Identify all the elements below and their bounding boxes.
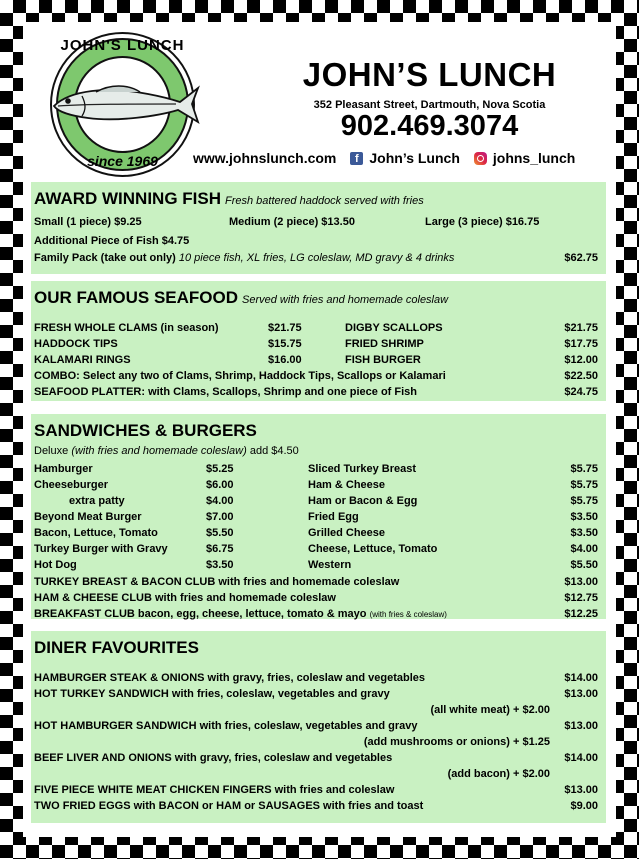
- menu-item-name: HAMBURGER STEAK & ONIONS with gravy, fries, coleslaw and vegetables: [34, 672, 425, 684]
- instagram-link[interactable]: johns_lunch: [492, 150, 576, 166]
- menu-item-price: $15.75: [268, 338, 302, 350]
- menu-item-name: HOT TURKEY SANDWICH with fries, coleslaw, vegetables and gravy: [34, 688, 390, 700]
- menu-item-price: $4.00: [570, 543, 598, 555]
- platter-item: SEAFOOD PLATTER: with Clams, Scallops, Shrimp and one piece of Fish: [34, 386, 418, 398]
- menu-item-name: Grilled Cheese: [308, 527, 386, 539]
- combo-price: $22.50: [564, 370, 598, 382]
- menu-item-price: $3.50: [206, 559, 234, 571]
- menu-item-price: $7.00: [206, 511, 234, 523]
- platter-price: $24.75: [564, 386, 598, 398]
- section-title: OUR FAMOUS SEAFOOD Served with fries and homemade coleslaw: [34, 288, 449, 307]
- menu-item-price: $4.00: [206, 495, 234, 507]
- club-item: HAM & CHEESE CLUB with fries and homemade coleslaw: [34, 592, 336, 604]
- menu-item-name: FISH BURGER: [345, 354, 421, 366]
- restaurant-name: JOHN’S LUNCH: [302, 56, 557, 93]
- menu-item-price: $5.50: [570, 559, 598, 571]
- menu-item-price: $5.75: [570, 463, 598, 475]
- section-our-famous-seafood: [31, 281, 606, 401]
- menu-item-name: FIVE PIECE WHITE MEAT CHICKEN FINGERS with fries and coleslaw: [34, 784, 395, 796]
- menu-item-price: $12.00: [564, 354, 598, 366]
- section-title: AWARD WINNING FISH Fresh battered haddock served with fries: [34, 189, 424, 208]
- menu-item-price: $3.50: [570, 527, 598, 539]
- menu-item-price: $21.75: [564, 322, 598, 334]
- menu-item-name: Bacon, Lettuce, Tomato: [34, 527, 158, 539]
- logo-top-text: JOHN'S LUNCH: [60, 37, 185, 54]
- menu-item-name: TWO FRIED EGGS with BACON or HAM or SAUSAGES with fries and toast: [34, 800, 424, 812]
- section-diner-favourites: [31, 631, 606, 823]
- facebook-link[interactable]: John’s Lunch: [369, 150, 460, 166]
- menu-item-name: Hamburger: [34, 463, 93, 475]
- menu-item-name: FRESH WHOLE CLAMS (in season): [34, 322, 219, 334]
- fish-additional: Additional Piece of Fish $4.75: [34, 235, 190, 247]
- menu-item-addon: (add mushrooms or onions) + $1.25: [363, 736, 550, 748]
- menu-item-price: $14.00: [564, 672, 598, 684]
- menu-item-name: Ham & Cheese: [308, 479, 386, 491]
- club-price: $13.00: [564, 576, 598, 588]
- menu-item-name: Ham or Bacon & Egg: [308, 495, 418, 507]
- menu-item-name: HOT HAMBURGER SANDWICH with fries, coleslaw, vegetables and gravy: [34, 720, 418, 732]
- menu-item-price: $3.50: [570, 511, 598, 523]
- menu-item-price: $13.00: [564, 784, 598, 796]
- menu-item-name: Western: [308, 559, 352, 571]
- section-title: SANDWICHES & BURGERS: [34, 421, 257, 440]
- menu-item-price: $16.00: [268, 354, 302, 366]
- club-item: TURKEY BREAST & BACON CLUB with fries and homemade coleslaw: [34, 576, 400, 588]
- menu-item-price: $13.00: [564, 688, 598, 700]
- menu-item-name: Cheeseburger: [34, 479, 108, 491]
- website-link[interactable]: www.johnslunch.com: [193, 150, 337, 166]
- menu-item-name: DIGBY SCALLOPS: [345, 322, 443, 334]
- logo-bottom-text: since 1969: [87, 153, 158, 169]
- social-links: [193, 150, 616, 166]
- phone-number[interactable]: 902.469.3074: [340, 110, 519, 142]
- family-pack: Family Pack (take out only) 10 piece fish, XL fries, LG coleslaw, MD gravy & 4 drinks: [34, 252, 455, 264]
- menu-item-name: Fried Egg: [308, 511, 359, 523]
- logo: [50, 32, 195, 177]
- menu-item-price: $5.75: [570, 495, 598, 507]
- menu-item-name: Beyond Meat Burger: [34, 511, 142, 523]
- menu-item-name: BEEF LIVER AND ONIONS with gravy, fries, coleslaw and vegetables: [34, 752, 393, 764]
- menu-sheet: [23, 22, 616, 837]
- menu-item-price: $13.00: [564, 720, 598, 732]
- deluxe-note: Deluxe (with fries and homemade coleslaw) add $4.50: [34, 445, 299, 457]
- facebook-icon: f: [350, 152, 363, 165]
- address: 352 Pleasant Street, Dartmouth, Nova Scotia: [313, 99, 546, 111]
- club-note: (with fries & coleslaw): [369, 610, 447, 619]
- menu-item-price: $9.00: [570, 800, 598, 812]
- instagram-icon: [474, 152, 487, 165]
- menu-item-name: FRIED SHRIMP: [345, 338, 424, 350]
- menu-header: [23, 22, 616, 177]
- club-price: $12.75: [564, 592, 598, 604]
- section-subtitle: Fresh battered haddock served with fries: [225, 195, 424, 207]
- menu-item-price: $5.25: [206, 463, 234, 475]
- combo-item: COMBO: Select any two of Clams, Shrimp, Haddock Tips, Scallops or Kalamari: [34, 370, 446, 382]
- section-subtitle: Served with fries and homemade coleslaw: [242, 294, 449, 306]
- menu-item-price: $17.75: [564, 338, 598, 350]
- menu-item-price: $21.75: [268, 322, 302, 334]
- club-item: BREAKFAST CLUB bacon, egg, cheese, lettuce, tomato & mayo (with fries & coleslaw): [34, 608, 447, 620]
- menu-item-name: KALAMARI RINGS: [34, 354, 131, 366]
- menu-item-name: HADDOCK TIPS: [34, 338, 118, 350]
- section-title: DINER FAVOURITES: [34, 638, 199, 657]
- fish-icon: [48, 82, 200, 126]
- menu-item-price: $14.00: [564, 752, 598, 764]
- menu-item-price: $6.75: [206, 543, 234, 555]
- fish-small: Small (1 piece) $9.25: [34, 216, 142, 228]
- menu-item-name: extra patty: [69, 495, 125, 507]
- menu-item-addon: (all white meat) + $2.00: [430, 704, 550, 716]
- menu-item-name: Turkey Burger with Gravy: [34, 543, 168, 555]
- fish-medium: Medium (2 piece) $13.50: [229, 216, 355, 228]
- menu-item-name: Cheese, Lettuce, Tomato: [308, 543, 438, 555]
- family-pack-price: $62.75: [564, 252, 598, 264]
- menu-item-price: $5.50: [206, 527, 234, 539]
- fish-large: Large (3 piece) $16.75: [425, 216, 540, 228]
- menu-item-addon: (add bacon) + $2.00: [447, 768, 550, 780]
- menu-item-price: $6.00: [206, 479, 234, 491]
- club-price: $12.25: [564, 608, 598, 620]
- section-sandwiches-burgers: [31, 414, 606, 619]
- menu-item-name: Hot Dog: [34, 559, 77, 571]
- menu-item-name: Sliced Turkey Breast: [308, 463, 417, 475]
- menu-item-price: $5.75: [570, 479, 598, 491]
- section-award-winning-fish: [31, 182, 606, 274]
